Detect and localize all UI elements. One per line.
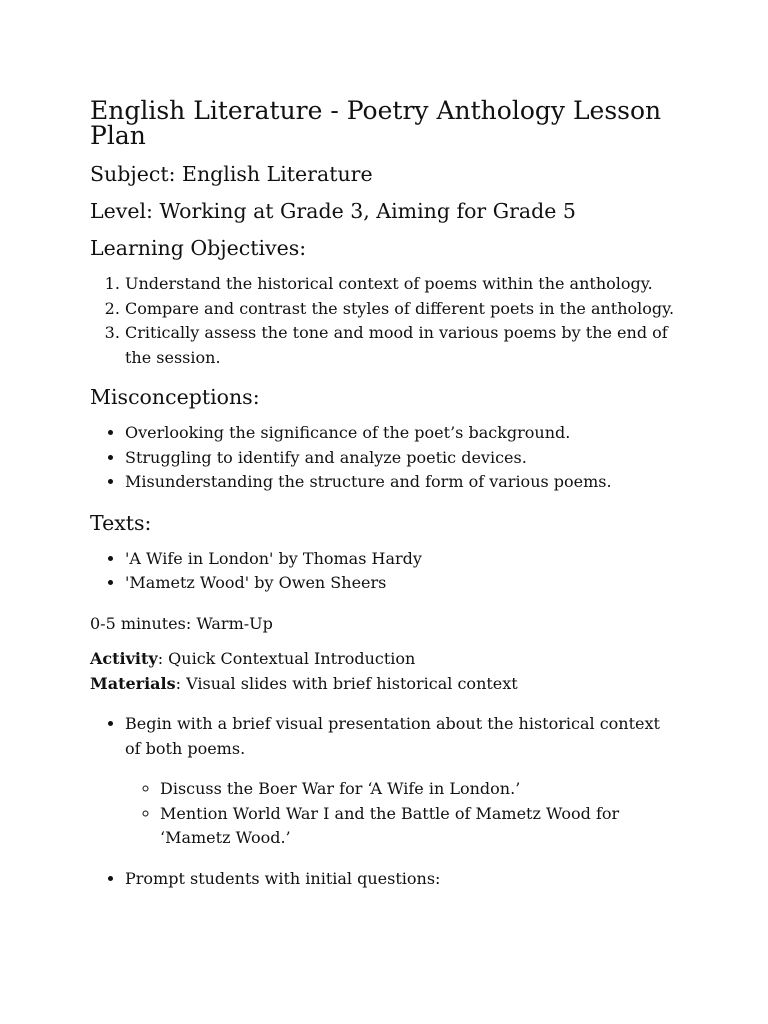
texts-heading: Texts: [90, 510, 152, 535]
activity-label: Activity [90, 649, 158, 668]
document-title: English Literature - Poetry Anthology Lesson Plan [90, 96, 662, 150]
materials-value: : Visual slides with brief historical context [175, 673, 518, 693]
warmup-timing: 0-5 minutes: Warm-Up [90, 613, 273, 633]
step-text: Begin with a brief visual presentation about the historical context of both poems. [125, 714, 660, 758]
subject-line: Subject: English Literature [90, 162, 373, 186]
sub-list-item: ◦ Discuss the Boer War for ‘A Wife in London.’ [160, 777, 678, 802]
list-item: • Overlooking the significance of the poet’s background. [125, 421, 678, 446]
activity-value: : Quick Contextual Introduction [157, 649, 416, 668]
list-item: • Struggling to identify and analyze poetic devices. [125, 446, 678, 471]
sub-list [125, 777, 678, 851]
list-item: • 'Mametz Wood' by Owen Sheers [125, 571, 678, 596]
list-item: 1. Understand the historical context of poems within the anthology. [125, 272, 678, 297]
list-item: • Misunderstanding the structure and form of various poems. [125, 470, 678, 495]
texts-list [90, 547, 678, 596]
list-item: • 'A Wife in London' by Thomas Hardy [125, 547, 678, 572]
materials-label: Materials [90, 673, 176, 693]
list-item: 2. Compare and contrast the styles of different poets in the anthology. [125, 297, 678, 322]
warmup-steps-list [90, 712, 678, 891]
activity-line [90, 647, 678, 672]
list-item: • Prompt students with initial questions: [125, 867, 678, 892]
list-item: 3. Critically assess the tone and mood in various poems by the end of the session. [125, 321, 678, 370]
objectives-heading: Learning Objectives: [90, 236, 307, 260]
sub-list-item: ◦ Mention World War I and the Battle of Mametz Wood for ‘Mametz Wood.’ [160, 802, 678, 851]
misconceptions-list [90, 421, 678, 495]
materials-line [90, 672, 678, 697]
misconceptions-heading: Misconceptions: [90, 385, 260, 409]
objectives-list [90, 272, 678, 370]
list-item [125, 712, 678, 851]
level-line: Level: Working at Grade 3, Aiming for Grade 5 [90, 199, 576, 223]
